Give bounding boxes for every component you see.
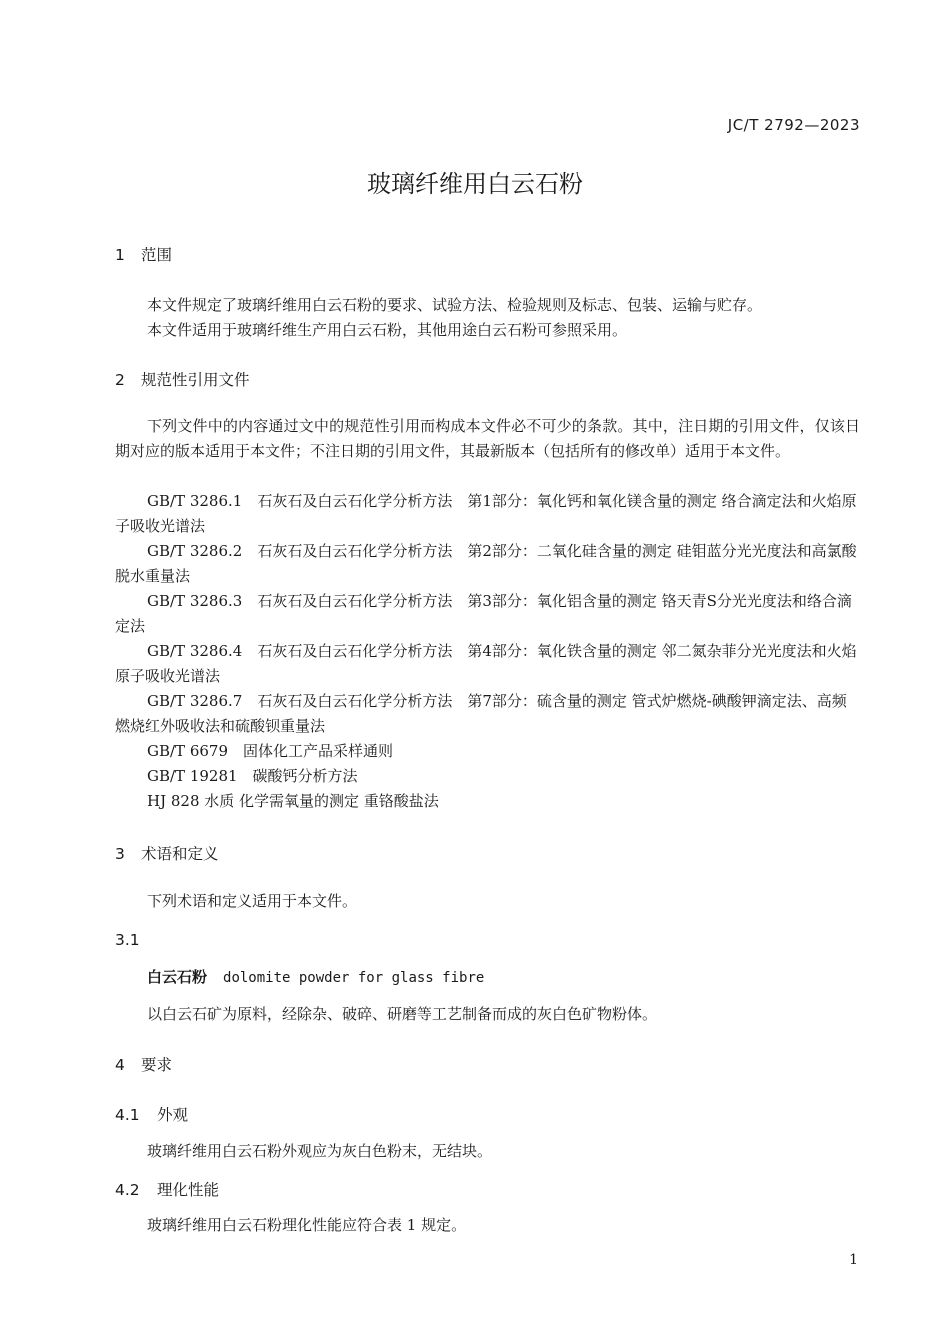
- reference-item: HJ 828 水质 化学需氧量的测定 重铬酸盐法: [147, 792, 439, 810]
- section-title: 范围: [141, 246, 173, 264]
- document-title: 玻璃纤维用白云石粉: [367, 170, 583, 198]
- paragraph: 本文件适用于玻璃纤维生产用白云石粉，其他用途白云石粉可参照采用。: [147, 321, 628, 339]
- term-number: 3.1: [115, 931, 140, 949]
- term-definition: 以白云石矿为原料，经除杂、破碎、研磨等工艺制备而成的灰白色矿物粉体。: [147, 1005, 658, 1023]
- section-3-heading: [115, 842, 219, 864]
- section-4-heading: [115, 1053, 172, 1075]
- page-number: 1: [849, 1252, 858, 1268]
- subsection-title: 外观: [157, 1106, 189, 1124]
- section-number: 2: [115, 371, 125, 389]
- reference-item: GB/T 3286.3 石灰石及白云石化学分析方法 第3部分：氧化铝含量的测定 铬天青S分光光度法和络合滴定法: [115, 592, 852, 635]
- paragraph: 本文件规定了玻璃纤维用白云石粉的要求、试验方法、检验规则及标志、包装、运输与贮存。: [147, 296, 763, 314]
- subsection-4-1-heading: [115, 1103, 188, 1125]
- section-number: 4: [115, 1056, 125, 1074]
- section-1-heading: [115, 243, 172, 265]
- reference-item: GB/T 3286.1 石灰石及白云石化学分析方法 第1部分：氧化钙和氧化镁含量的测定 络合滴定法和火焰原子吸收光谱法: [115, 492, 857, 535]
- reference-item: GB/T 3286.2 石灰石及白云石化学分析方法 第2部分：二氧化硅含量的测定 硅钼蓝分光光度法和高氯酸脱水重量法: [115, 542, 857, 585]
- subsection-title: 理化性能: [157, 1181, 220, 1199]
- section-number: 1: [115, 246, 125, 264]
- paragraph: 玻璃纤维用白云石粉外观应为灰白色粉末，无结块。: [147, 1142, 493, 1160]
- section-2-heading: [115, 368, 250, 390]
- section-title: 规范性引用文件: [141, 371, 250, 389]
- subsection-number: 4.1: [115, 1106, 140, 1124]
- reference-item: GB/T 3286.4 石灰石及白云石化学分析方法 第4部分：氧化铁含量的测定 邻二氮杂菲分光光度法和火焰原子吸收光谱法: [115, 642, 857, 685]
- reference-item: GB/T 19281 碳酸钙分析方法: [147, 767, 358, 785]
- term-entry: [147, 966, 484, 987]
- standard-code: JC/T 2792—2023: [727, 116, 860, 134]
- paragraph: 下列术语和定义适用于本文件。: [147, 892, 358, 910]
- paragraph: [115, 414, 860, 464]
- subsection-number: 4.2: [115, 1181, 140, 1199]
- subsection-4-2-heading: [115, 1178, 219, 1200]
- section-title: 要求: [141, 1056, 173, 1074]
- section-number: 3: [115, 845, 125, 863]
- reference-item: GB/T 3286.7 石灰石及白云石化学分析方法 第7部分：硫含量的测定 管式炉燃烧-碘酸钾滴定法、高频燃烧红外吸收法和硫酸钡重量法: [115, 692, 847, 735]
- paragraph: 玻璃纤维用白云石粉理化性能应符合表 1 规定。: [147, 1216, 467, 1234]
- reference-item: GB/T 6679 固体化工产品采样通则: [147, 742, 394, 760]
- intro-text: 下列文件中的内容通过文中的规范性引用而构成本文件必不可少的条款。其中，注日期的引用文件，仅该日期对应的版本适用于本文件；不注日期的引用文件，其最新版本（包括所有的修改单）适用于本文件。: [115, 417, 860, 460]
- term-chinese: 白云石粉: [147, 968, 208, 986]
- term-english: dolomite powder for glass fibre: [223, 970, 485, 986]
- section-title: 术语和定义: [141, 845, 219, 863]
